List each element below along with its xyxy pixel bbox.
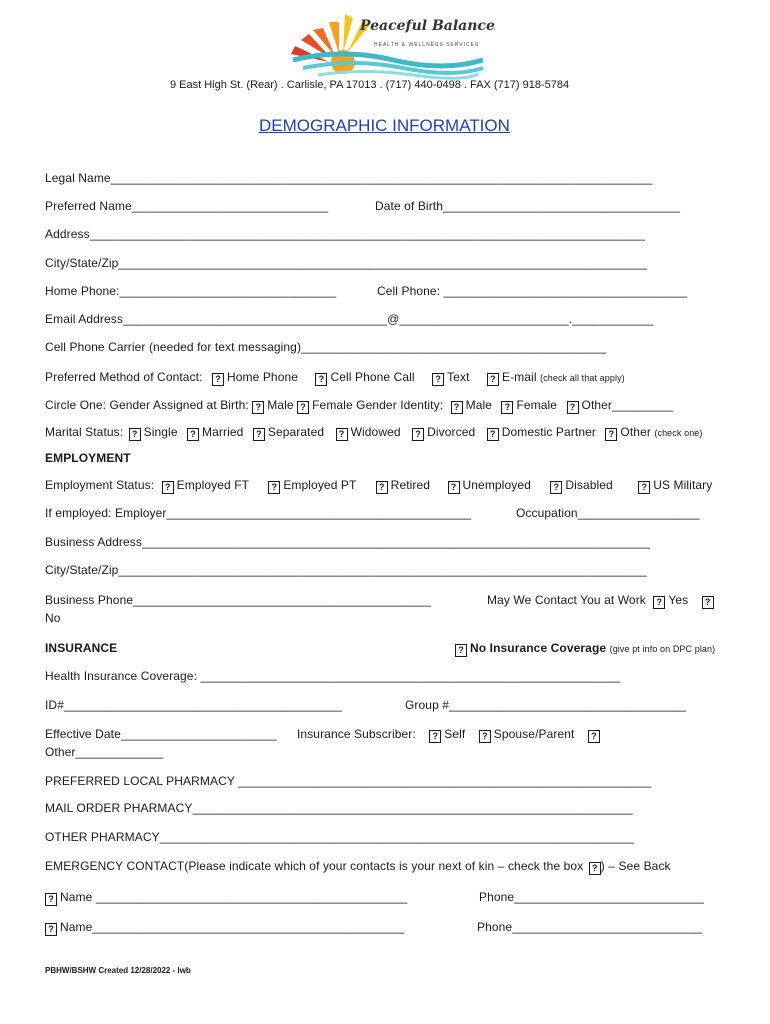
gender-identity-female-option[interactable]: ? Female: [501, 398, 557, 412]
gender-identity-label: Gender Identity:: [356, 398, 444, 412]
checkbox-icon[interactable]: ?: [253, 428, 265, 441]
checkbox-icon[interactable]: ?: [268, 481, 280, 494]
emergency-contact-2: [45, 920, 404, 936]
checkbox-icon[interactable]: ?: [432, 373, 444, 386]
checkbox-icon[interactable]: ?: [448, 481, 460, 494]
next-of-kin-checkbox-1[interactable]: ?: [45, 893, 57, 906]
contact-note: (check all that apply): [540, 373, 625, 383]
checkbox-icon[interactable]: ?: [653, 596, 665, 609]
checkbox-icon[interactable]: ?: [605, 428, 617, 441]
email-field[interactable]: Email Address_______________________________________@_________________________.____________: [45, 312, 654, 326]
marital-separated-option[interactable]: ? Separated: [253, 425, 324, 439]
circle-one-label: Circle One: Gender Assigned at Birth:: [45, 398, 249, 412]
marital-married-option[interactable]: ? Married: [187, 425, 243, 439]
emergency-contact-1: [45, 890, 407, 906]
page-title: DEMOGRAPHIC INFORMATION: [259, 116, 510, 135]
subscriber-other-checkbox[interactable]: [588, 727, 603, 741]
checkbox-icon[interactable]: ?: [429, 730, 441, 743]
may-contact-no-checkbox[interactable]: [702, 593, 717, 607]
checkbox-icon[interactable]: ?: [376, 481, 388, 494]
marital-row: [45, 425, 703, 441]
gender-identity-male-option[interactable]: ? Male: [451, 398, 492, 412]
emergency-name-field-2[interactable]: Name______________________________________________: [60, 920, 405, 934]
emergency-phone-field-2[interactable]: Phone____________________________: [477, 920, 702, 934]
insurance-id-field[interactable]: ID#_________________________________________: [45, 698, 342, 712]
no-coverage-label: No Insurance Coverage: [470, 641, 607, 655]
may-contact-row: [487, 593, 717, 609]
may-contact-label: May We Contact You at Work: [487, 593, 646, 607]
next-of-kin-checkbox-2[interactable]: ?: [45, 923, 57, 936]
contact-home-phone-option[interactable]: ? Home Phone: [212, 370, 298, 384]
occupation-field[interactable]: Occupation__________________: [516, 506, 700, 520]
health-insurance-field[interactable]: Health Insurance Coverage: ______________________________________________________________: [45, 669, 621, 683]
effective-date-field[interactable]: Effective Date_______________________: [45, 727, 277, 741]
contact-email-option[interactable]: ? E-mail: [487, 370, 537, 384]
contact-text-option[interactable]: ? Text: [432, 370, 469, 384]
business-address-field[interactable]: Business Address___________________________________________________________________________: [45, 535, 651, 549]
checkbox-icon[interactable]: ?: [455, 644, 467, 657]
contact-method-row: [45, 370, 625, 386]
cell-phone-field[interactable]: Cell Phone: ____________________________________: [377, 284, 688, 298]
subscriber-other-field[interactable]: Other_____________: [45, 745, 164, 759]
checkbox-icon[interactable]: ?: [315, 373, 327, 386]
marital-note: (check one): [654, 428, 703, 438]
local-pharmacy-field[interactable]: PREFERRED LOCAL PHARMACY _____________________________________________________________: [45, 774, 652, 788]
checkbox-icon[interactable]: ?: [162, 481, 174, 494]
home-phone-field[interactable]: Home Phone:________________________________: [45, 284, 337, 298]
legal-name-field[interactable]: Legal Name________________________________________________________________________________: [45, 171, 653, 185]
subscriber-row: [297, 727, 603, 743]
checkbox-icon[interactable]: ?: [702, 596, 714, 609]
subscriber-self-option[interactable]: ? Self: [429, 727, 465, 741]
checkbox-icon[interactable]: ?: [129, 428, 141, 441]
may-contact-yes-option[interactable]: ? Yes: [653, 593, 688, 607]
date-of-birth-field[interactable]: Date of Birth___________________________________: [375, 199, 681, 213]
retired-option[interactable]: ? Retired: [376, 478, 430, 492]
checkbox-icon[interactable]: ?: [501, 401, 513, 414]
checkbox-icon[interactable]: ?: [187, 428, 199, 441]
address-line: 9 East High St. (Rear) . Carlisle, PA 17013 . (717) 440-0498 . FAX (717) 918-5784: [170, 79, 570, 91]
logo-tagline: HEALTH & WELLNESS SERVICES: [374, 42, 480, 48]
checkbox-icon: ?: [589, 862, 601, 875]
subscriber-label: Insurance Subscriber:: [297, 727, 416, 741]
insurance-group-field[interactable]: Group #___________________________________: [405, 698, 687, 712]
checkbox-icon[interactable]: ?: [487, 373, 499, 386]
subscriber-spouse-option[interactable]: ? Spouse/Parent: [479, 727, 575, 741]
checkbox-icon[interactable]: ?: [212, 373, 224, 386]
disabled-option[interactable]: ? Disabled: [550, 478, 613, 492]
logo-name: Peaceful Balance: [360, 18, 495, 34]
gender-identity-other-option[interactable]: ? Other_________: [567, 398, 673, 412]
insurance-heading: INSURANCE: [45, 641, 118, 655]
employed-ft-option[interactable]: ? Employed FT: [162, 478, 249, 492]
emergency-prompt-end: ) – See Back: [600, 859, 671, 873]
checkbox-icon[interactable]: ?: [588, 730, 600, 743]
preferred-name-field[interactable]: Preferred Name_____________________________: [45, 199, 329, 213]
emergency-name-field-1[interactable]: Name ______________________________________________: [60, 890, 408, 904]
contact-method-label: Preferred Method of Contact:: [45, 370, 203, 384]
checkbox-icon[interactable]: ?: [487, 428, 499, 441]
emergency-phone-field-1[interactable]: Phone____________________________: [479, 890, 704, 904]
checkbox-icon[interactable]: ?: [336, 428, 348, 441]
checkbox-icon[interactable]: ?: [297, 401, 309, 414]
other-pharmacy-field[interactable]: OTHER PHARMACY______________________________________________________________________: [45, 830, 634, 844]
footer-note: PBHW/BSHW Created 12/28/2022 - lwb: [45, 966, 191, 975]
checkbox-icon[interactable]: ?: [412, 428, 424, 441]
marital-other-option[interactable]: ? Other: [605, 425, 651, 439]
marital-single-option[interactable]: ? Single: [129, 425, 178, 439]
us-military-option[interactable]: ? US Military: [638, 478, 712, 492]
marital-domestic-partner-option[interactable]: ? Domestic Partner: [487, 425, 596, 439]
emergency-prompt-text: EMERGENCY CONTACT(Please indicate which of your contacts is your next of kin – check the box: [45, 859, 584, 873]
checkbox-icon[interactable]: ?: [451, 401, 463, 414]
checkbox-icon[interactable]: ?: [638, 481, 650, 494]
marital-widowed-option[interactable]: ? Widowed: [336, 425, 401, 439]
marital-label: Marital Status:: [45, 425, 124, 439]
checkbox-icon[interactable]: ?: [567, 401, 579, 414]
gender-row: [45, 398, 673, 414]
business-phone-field[interactable]: Business Phone____________________________________________: [45, 593, 432, 607]
no-coverage-note: (give pt info on DPC plan): [609, 644, 716, 654]
mail-order-pharmacy-field[interactable]: MAIL ORDER PHARMACY_________________________________________________________________: [45, 801, 633, 815]
checkbox-icon[interactable]: ?: [252, 401, 264, 414]
contact-cell-call-option[interactable]: ? Cell Phone Call: [315, 370, 414, 384]
city-state-zip-field[interactable]: City/State/Zip______________________________________________________________________________: [45, 256, 647, 270]
employment-heading: EMPLOYMENT: [45, 451, 131, 465]
employer-field[interactable]: If employed: Employer_____________________________________________: [45, 506, 472, 520]
address-field[interactable]: Address__________________________________________________________________________________: [45, 227, 646, 241]
marital-divorced-option[interactable]: ? Divorced: [412, 425, 475, 439]
checkbox-icon[interactable]: ?: [479, 730, 491, 743]
unemployed-option[interactable]: ? Unemployed: [448, 478, 531, 492]
employment-status-row: [45, 478, 712, 494]
no-insurance-option[interactable]: [455, 641, 715, 657]
may-contact-no-label: No: [45, 611, 61, 625]
gender-birth-male-option[interactable]: ? Male: [252, 398, 293, 412]
cell-carrier-field[interactable]: Cell Phone Carrier (needed for text messaging)_____________________________________________: [45, 340, 606, 354]
emergency-contact-prompt: [45, 859, 671, 875]
employed-pt-option[interactable]: ? Employed PT: [268, 478, 356, 492]
gender-birth-female-option[interactable]: ? Female: [297, 398, 353, 412]
employment-status-label: Employment Status:: [45, 478, 155, 492]
checkbox-icon[interactable]: ?: [550, 481, 562, 494]
business-city-state-zip-field[interactable]: City/State/Zip______________________________________________________________________________: [45, 563, 647, 577]
